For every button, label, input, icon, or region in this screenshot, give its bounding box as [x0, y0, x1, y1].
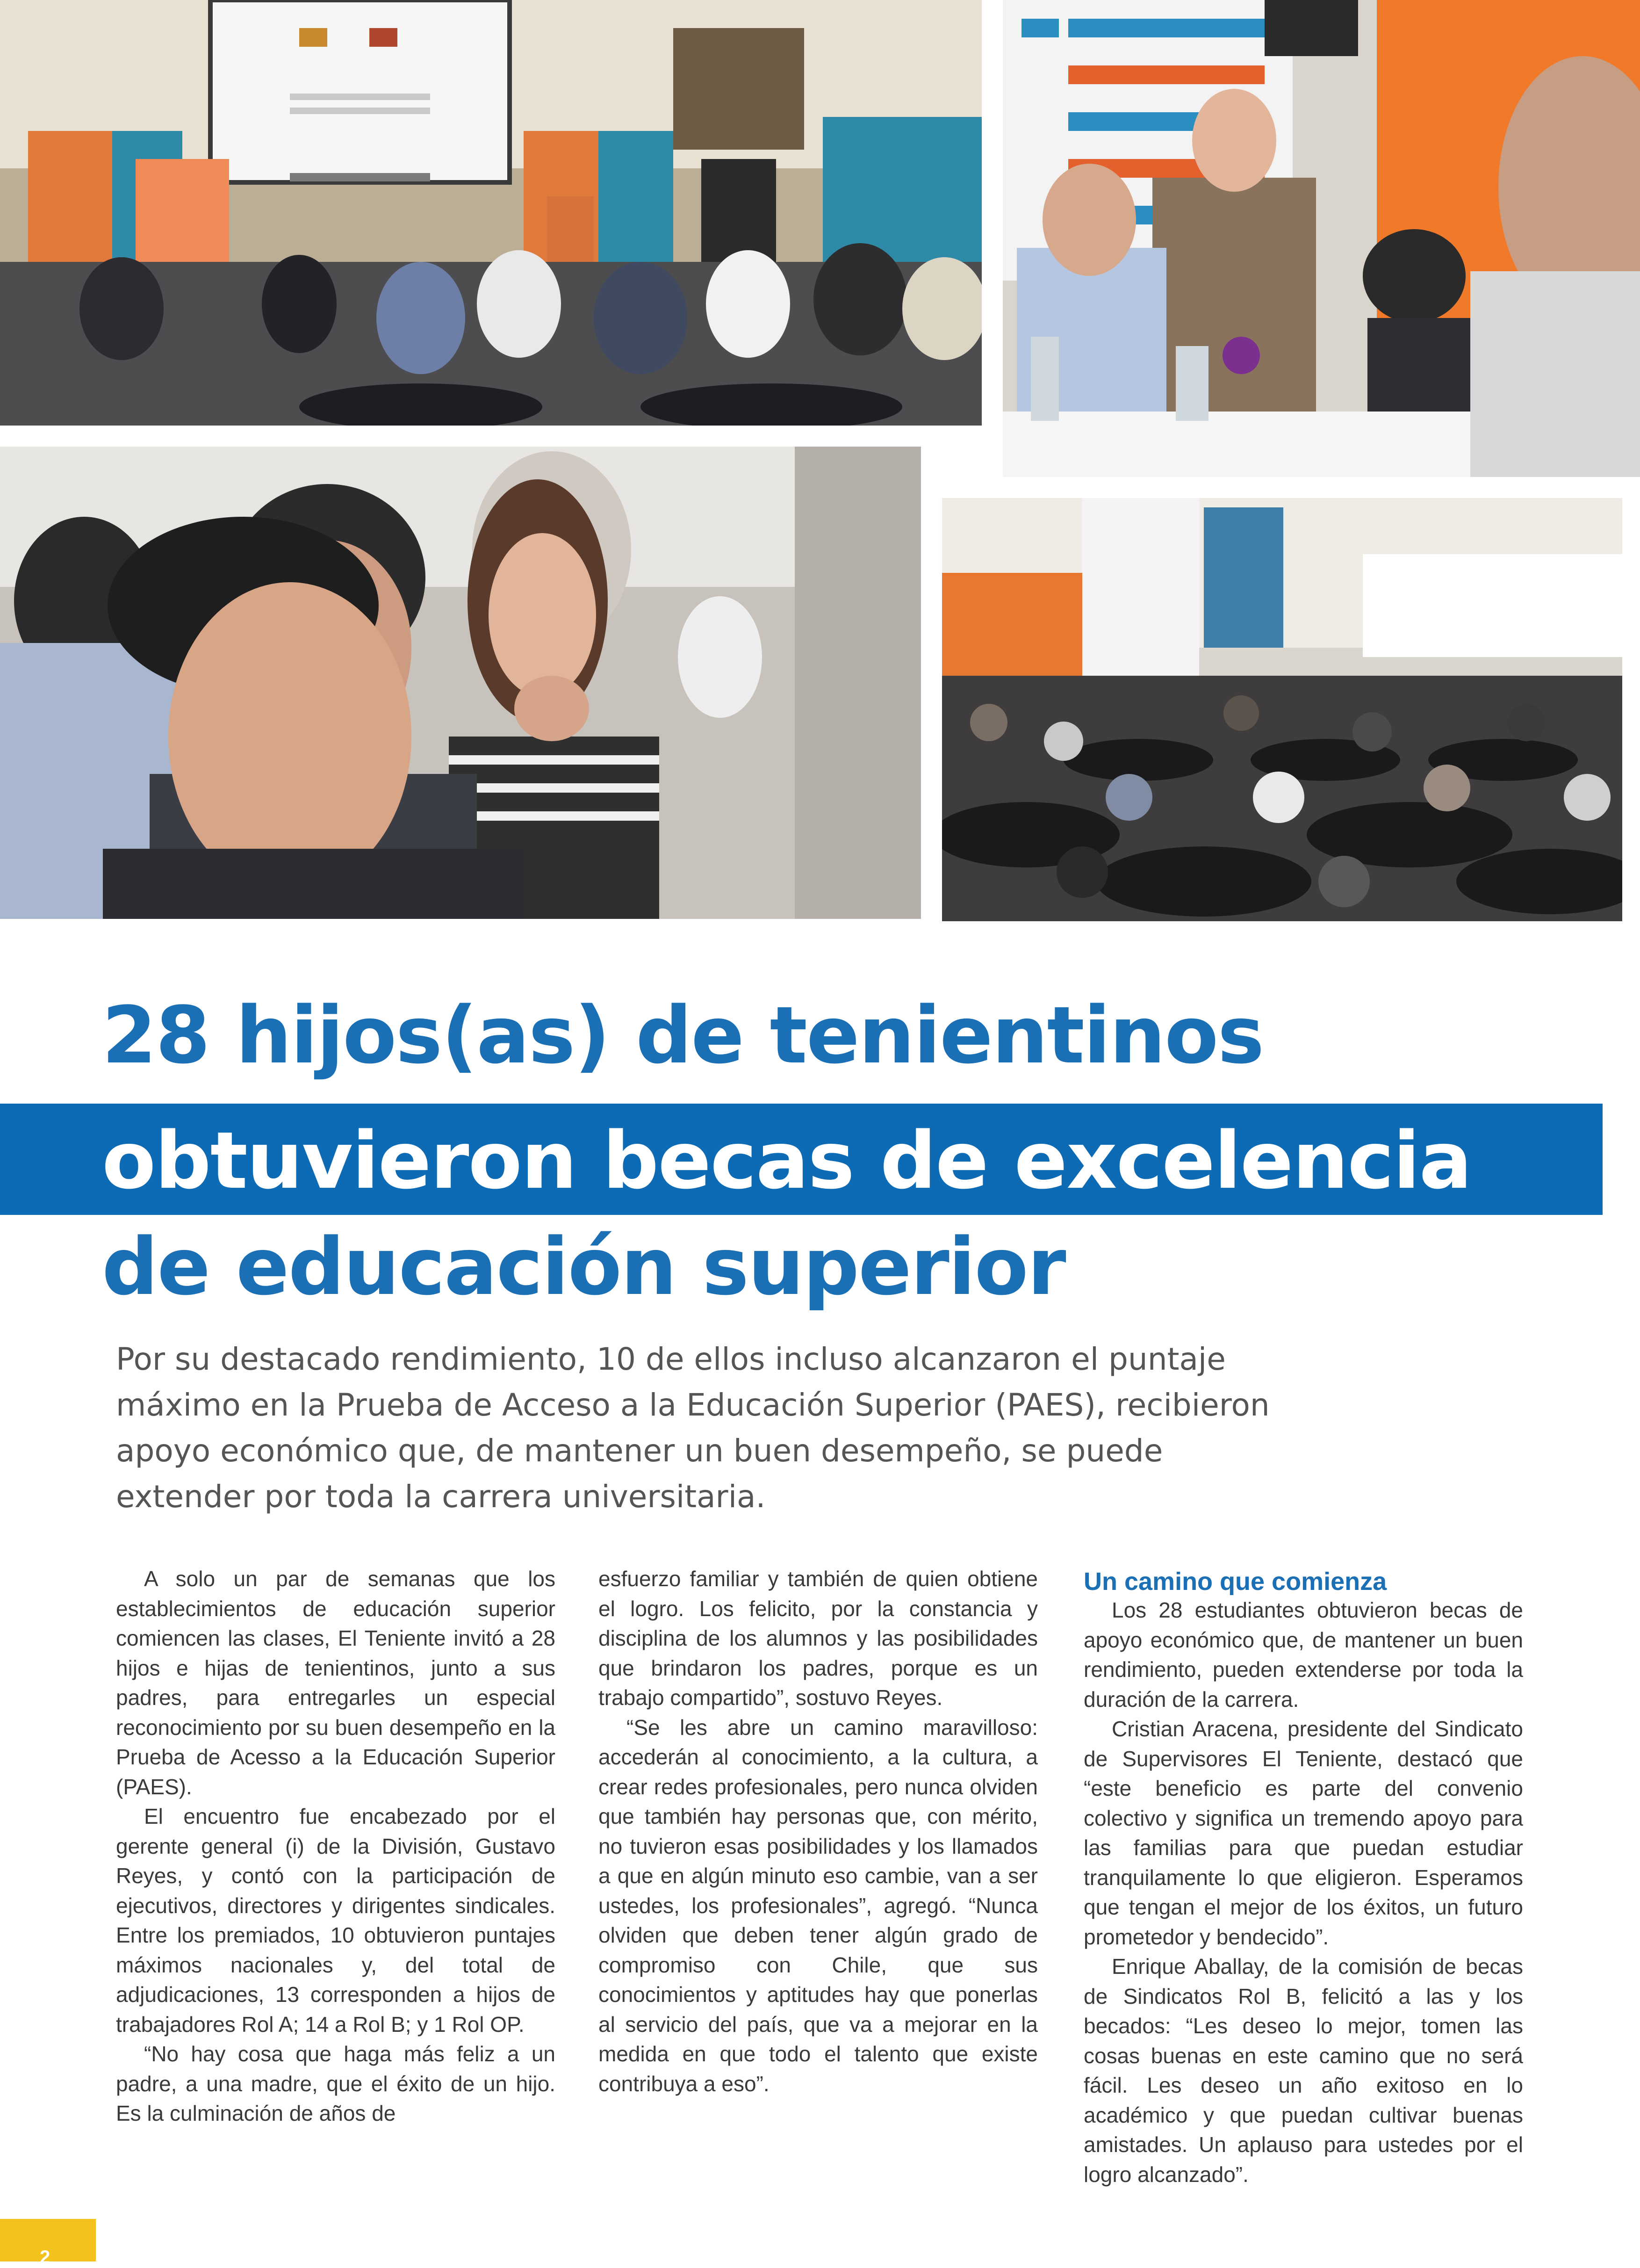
body-column-2: [598, 1564, 1038, 2099]
body-paragraph: “No hay cosa que haga más feliz a un padre, a una madre, que el éxito de un hijo. Es la culminación de años de: [116, 2042, 555, 2125]
photo-speaker-at-table: [1003, 0, 1640, 477]
headline-line-2: obtuvieron becas de excelencia: [102, 1115, 1471, 1206]
headline-line-3: de educación superior: [102, 1221, 1065, 1313]
headline-line-1: 28 hijos(as) de tenientinos: [102, 990, 1264, 1081]
photo-ceremony-hall: [0, 0, 982, 426]
photo-event-hall-wide: [942, 498, 1622, 921]
body-paragraph: Enrique Aballay, de la comisión de becas de Sindicatos Rol B, felicitó a las y los becados: “Les deseo lo mejor, tomen las cosas buenas en este camino que no será fácil. Les deseo un año exitoso en lo académico y que puedan cultivar buenas amistades. Un aplauso para ustedes por el logro alcanzado”.: [1084, 1954, 1523, 2187]
body-paragraph: esfuerzo familiar y también de quien obtiene el logro. Los felicito, por la constancia y disciplina de los alumnos y las posibilidades que brindaron los padres, porque es un trabajo compartido”, sostuvo Reyes.: [598, 1567, 1038, 1710]
lead-line-4: extender por toda la carrera universitaria.: [116, 1479, 766, 1515]
photo-attendees-close-up: [0, 447, 921, 919]
section-heading: Un camino que comienza: [1084, 1567, 1387, 1596]
lead-line-2: máximo en la Prueba de Acceso a la Educación Superior (PAES), recibieron: [116, 1387, 1270, 1423]
body-column-1: [116, 1564, 555, 2129]
body-paragraph: A solo un par de semanas que los establecimientos de educación superior comiencen las clases, El Teniente invitó a 28 hijos e hijas de tenientinos, junto a sus padres, para entregarles un especial reconocimiento por su buen desempeño en la Prueba de Acesso a la Educación Superior (PAES).: [116, 1567, 555, 1799]
body-paragraph: “Se les abre un camino maravilloso: accederán al conocimiento, a la cultura, a crear redes profesionales, pero nunca olviden que también hay personas que, con mérito, no tuvieron esas posibilidades y los llamados a que en algún minuto eso cambie, van a ser ustedes, los profesionales”, agregó. “Nunca olviden que deben tener algún grado de compromiso con Chile, que sus conocimientos y aptitudes hay que ponerlas al servicio del país, que va a mejorar en la medida en que todo el talento que existe contribuya a eso”.: [598, 1715, 1038, 2096]
body-paragraph: Cristian Aracena, presidente del Sindicato de Supervisores El Teniente, destacó que “este beneficio es parte del convenio colectivo y significa un tremendo apoyo para las familias para que puedan estudiar tranquilamente lo que eligieron. Esperamos que tengan el mejor de los éxitos, un futuro prometedor y bendecido”.: [1084, 1717, 1523, 1949]
body-paragraph: El encuentro fue encabezado por el gerente general (i) de la División, Gustavo Reyes, y contó con la participación de ejecutivos, directores y dirigentes sindicales. Entre los premiados, 10 obtuvieron puntajes máximos nacionales y, del total de adjudicaciones, 13 corresponden a hijos de trabajadores Rol A; 14 a Rol B; y 1 Rol OP.: [116, 1804, 555, 2037]
page-number-tab: [0, 2219, 96, 2268]
page-number: 2: [40, 2247, 50, 2268]
body-paragraph: Los 28 estudiantes obtuvieron becas de apoyo económico que, de mantener un buen rendimiento, pueden extenderse por toda la duración de la carrera.: [1084, 1598, 1523, 1712]
lead-line-1: Por su destacado rendimiento, 10 de ellos incluso alcanzaron el puntaje: [116, 1341, 1226, 1377]
lead-line-3: apoyo económico que, de mantener un buen desempeño, se puede: [116, 1433, 1163, 1469]
article-lead: [116, 1336, 1518, 1520]
body-column-3: [1084, 1567, 1523, 2189]
